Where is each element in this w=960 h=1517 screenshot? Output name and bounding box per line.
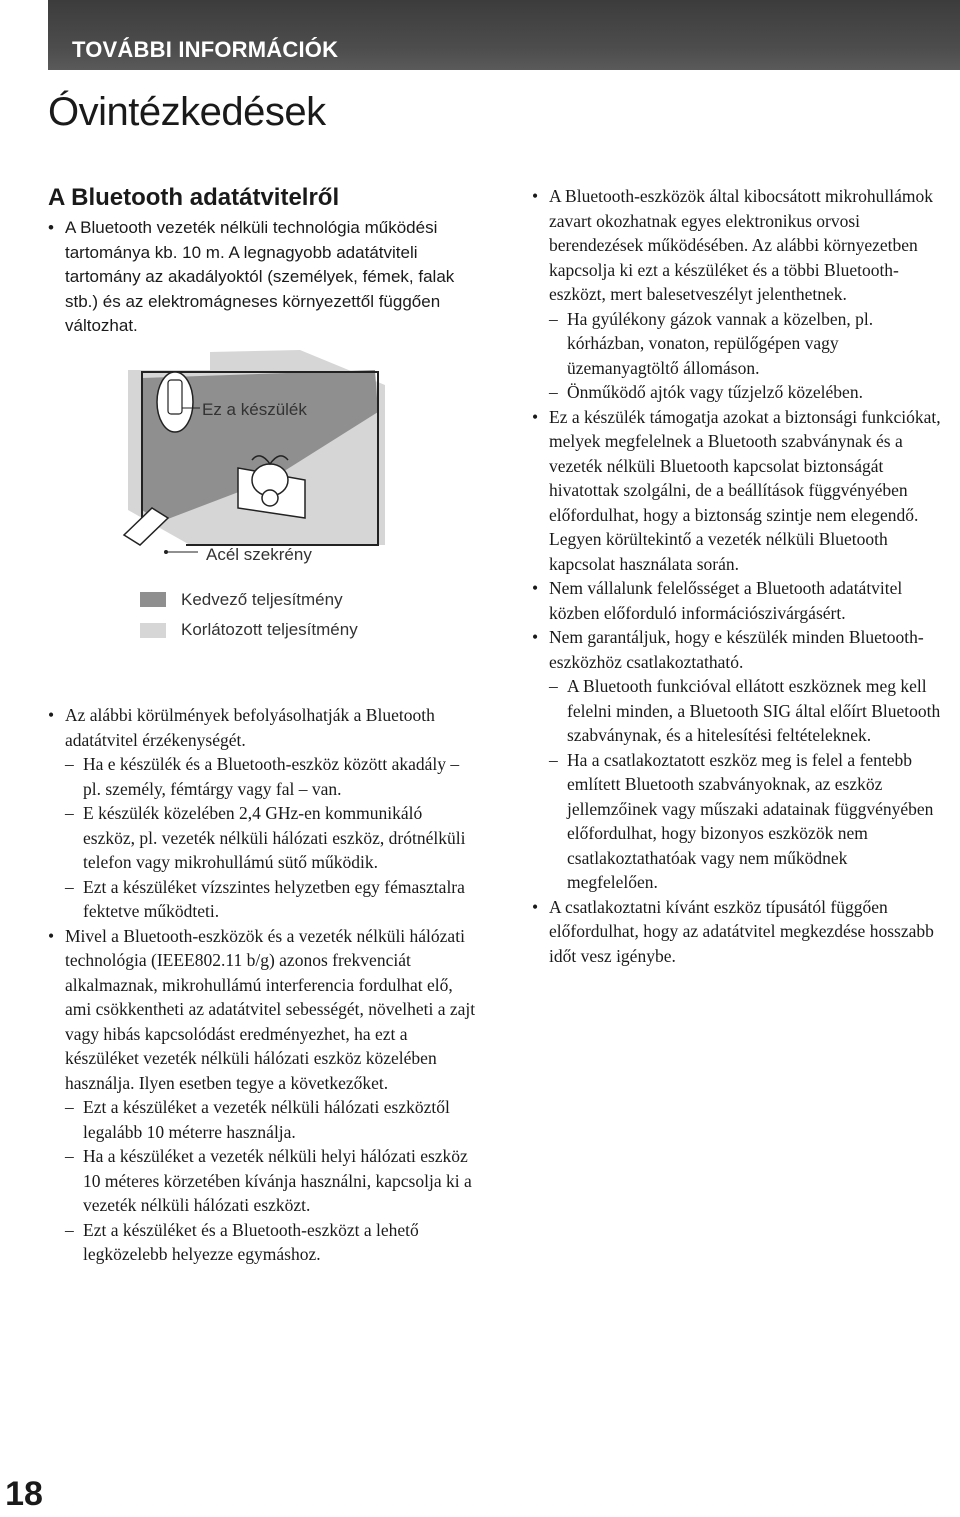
page-title: Óvintézkedések [48,90,326,134]
sub-list-item: – Ha e készülék és a Bluetooth-eszköz között akadály – pl. személy, fémtárgy vagy fal – van. [48,752,476,801]
list-item: • A Bluetooth vezeték nélküli technológia működési tartománya kb. 10 m. A legnagyobb adatátviteli tartomány az akadályoktól (személyek, fémek, falak stb.) és az elektromágneses környezettől függően változhat. [48,216,468,339]
list-item: • Nem garantáljuk, hogy e készülék minden Bluetooth-eszközhöz csatlakoztatható. [532,625,942,674]
section-title: A Bluetooth adatátvitelről [48,184,340,211]
sub-list-item: – Ha a készüléket a vezeték nélküli helyi hálózati eszköz 10 méteres körzetében kívánja használni, kapcsolja ki a vezeték nélküli hálózati eszközt. [48,1144,476,1218]
sub-list-item: – Ezt a készüléket a vezeték nélküli hálózati eszköztől legalább 10 méterre használja. [48,1095,476,1144]
list-item: • A Bluetooth-eszközök által kibocsátott mikrohullámok zavart okozhatnak egyes elektronikus orvosi berendezések működésében. Az alábbi környezetben kapcsolja ki ezt a készüléket és a többi Bluetooth-eszközt, mert balesetveszélyt jelenthetnek. [532,184,942,307]
legend-swatch-good [140,592,166,607]
legend-good: Kedvező teljesítmény [181,590,343,609]
sub-list-item: – Ha a csatlakoztatott eszköz meg is felel a fentebb említett Bluetooth szabványoknak, az eszköz jellemzőinek vagy műszaki adatainak függvényében előfordulhat, hogy bizonyos eszközök nem csatlakoztathatóak vagy nem működnek megfelelően. [532,748,942,895]
list-item: • Az alábbi körülmények befolyásolhatják a Bluetooth adatátvitel érzékenységét. [48,703,476,752]
right-body [532,184,942,968]
list-item: • A csatlakoztatni kívánt eszköz típusától függően előfordulhat, hogy az adatátvitel megkezdése hosszabb időt vesz igénybe. [532,895,942,969]
sub-list-item: – Ezt a készüléket és a Bluetooth-eszközt a lehető legközelebb helyezze egymáshoz. [48,1218,476,1267]
sub-list-item: – E készülék közelében 2,4 GHz-en kommunikáló eszköz, pl. vezeték nélküli hálózati eszköz, drótnélküli telefon vagy mikrohullámú sütő működik. [48,801,476,875]
legend-limited: Korlátozott teljesítmény [181,620,358,639]
list-item: • Mivel a Bluetooth-eszközök és a vezeték nélküli hálózati technológia (IEEE802.11 b/g) azonos frekvenciát alkalmaznak, mikrohullámú interferencia fordulhat elő, ami csökkentheti az adatátvitel sebességét, növelheti a zajt vagy hibás kapcsolódást eredményezhet, ha ezt a készüléket vezeték nélküli hálózati eszköz közelében használja. Ilyen esetben tegye a következőket. [48,924,476,1096]
device-label: Ez a készülék [202,400,307,419]
sub-list-item: – Önműködő ajtók vagy tűzjelző közelében. [532,380,942,405]
left-body [48,703,476,1267]
sub-list-item: – Ha gyúlékony gázok vannak a közelben, pl. kórházban, vonaton, repülőgépen vagy üzemanyagtöltő állomáson. [532,307,942,381]
range-diagram-graphic [120,340,420,580]
page-number: 18 [5,1475,43,1513]
section-label: TOVÁBBI INFORMÁCIÓK [72,37,339,62]
cabinet-label: Acél szekrény [206,545,312,564]
left-intro [48,216,468,339]
legend-swatch-limited [140,623,166,638]
range-diagram [120,340,420,580]
list-item: • Nem vállalunk felelősséget a Bluetooth adatátvitel közben előforduló információszivárgásért. [532,576,942,625]
list-item: • Ez a készülék támogatja azokat a biztonsági funkciókat, melyek megfelelnek a Bluetooth szabványnak és a vezeték nélküli Bluetooth kapcsolat biztonságát hivatottak szolgálni, de a beállítások függvényében előfordulhat, hogy a biztonság szintje nem elegendő. Legyen körültekintő a vezeték nélküli Bluetooth kapcsolat használata során. [532,405,942,577]
sub-list-item: – A Bluetooth funkcióval ellátott eszköznek meg kell felelni minden, a Bluetooth SIG által előírt Bluetooth szabványnak, és a hitelesítési feltételeknek. [532,674,942,748]
header-band [48,0,960,70]
sub-list-item: – Ezt a készüléket vízszintes helyzetben egy fémasztalra fektetve működteti. [48,875,476,924]
